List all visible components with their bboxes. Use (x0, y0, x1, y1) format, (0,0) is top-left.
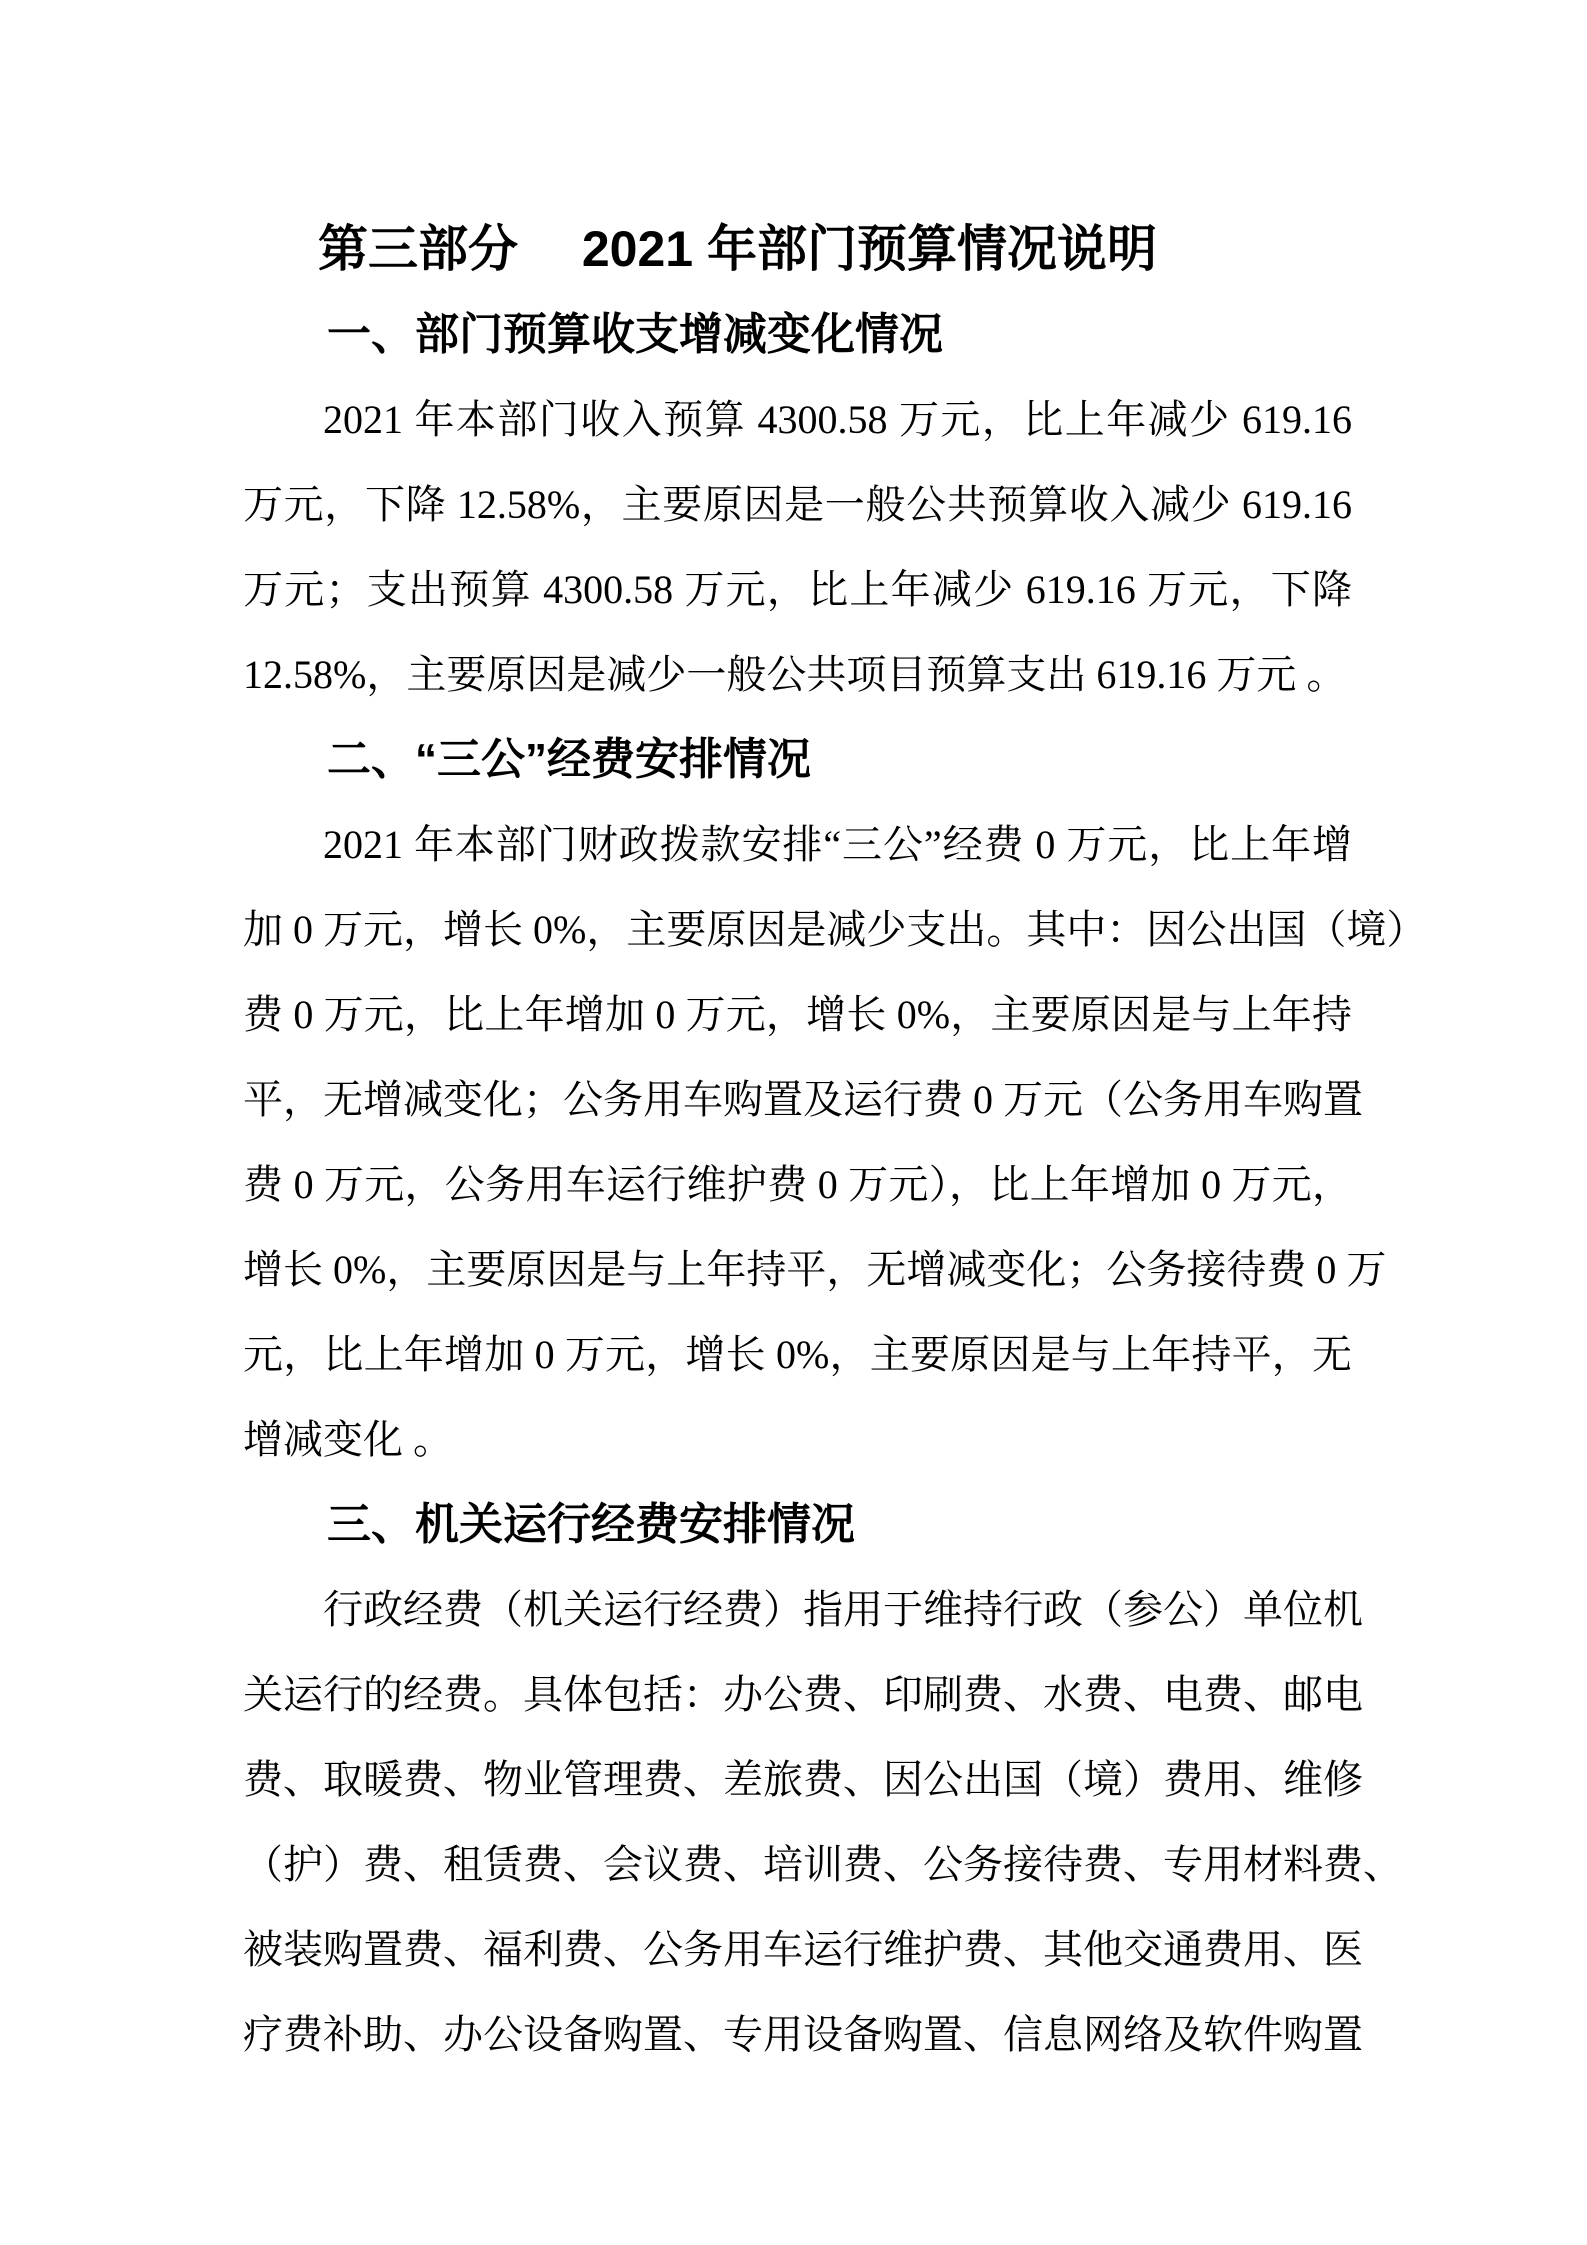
paragraph-1-line-1: 2021 年本部门收入预算 4300.58 万元，比上年减少 619.16 (323, 397, 1352, 442)
section-heading-3: 三、机关运行经费安排情况 (327, 1500, 855, 1549)
paragraph-2-line-7: 元，比上年增加 0 万元，增长 0%，主要原因是与上年持平，无 (243, 1332, 1352, 1377)
paragraph-1-line-4: 12.58%，主要原因是减少一般公共项目预算支出 619.16 万元 。 (243, 652, 1347, 697)
paragraph-3-line-6: 疗费补助、办公设备购置、专用设备购置、信息网络及软件购置 (243, 2012, 1363, 2057)
paragraph-3-line-4: （护）费、租赁费、会议费、培训费、公务接待费、专用材料费、 (243, 1842, 1403, 1887)
paragraph-2-line-6: 增长 0%，主要原因是与上年持平，无增减变化；公务接待费 0 万 (243, 1247, 1387, 1292)
paragraph-3-line-5: 被装购置费、福利费、公务用车运行维护费、其他交通费用、医 (243, 1927, 1363, 1972)
paragraph-2-line-1: 2021 年本部门财政拨款安排“三公”经费 0 万元，比上年增 (323, 822, 1352, 867)
document-title: 第三部分 2021 年部门预算情况说明 (317, 221, 1157, 277)
paragraph-2-line-3: 费 0 万元，比上年增加 0 万元，增长 0%，主要原因是与上年持 (243, 992, 1352, 1037)
paragraph-1-line-3: 万元；支出预算 4300.58 万元，比上年减少 619.16 万元，下降 (243, 567, 1352, 612)
paragraph-3-line-1: 行政经费（机关运行经费）指用于维持行政（参公）单位机 (323, 1587, 1363, 1632)
paragraph-2-line-2: 加 0 万元，增长 0%，主要原因是减少支出。其中：因公出国（境） (243, 907, 1427, 952)
section-heading-1: 一、部门预算收支增减变化情况 (327, 310, 943, 359)
paragraph-2-line-8: 增减变化 。 (243, 1417, 453, 1462)
paragraph-3-line-3: 费、取暖费、物业管理费、差旅费、因公出国（境）费用、维修 (243, 1757, 1363, 1802)
paragraph-2-line-4: 平，无增减变化；公务用车购置及运行费 0 万元（公务用车购置 (243, 1077, 1363, 1122)
paragraph-2-line-5: 费 0 万元，公务用车运行维护费 0 万元），比上年增加 0 万元， (243, 1162, 1352, 1207)
section-heading-2: 二、“三公”经费安排情况 (327, 735, 811, 784)
paragraph-1-line-2: 万元，下降 12.58%，主要原因是一般公共预算收入减少 619.16 (243, 482, 1352, 527)
paragraph-3-line-2: 关运行的经费。具体包括：办公费、印刷费、水费、电费、邮电 (243, 1672, 1363, 1717)
